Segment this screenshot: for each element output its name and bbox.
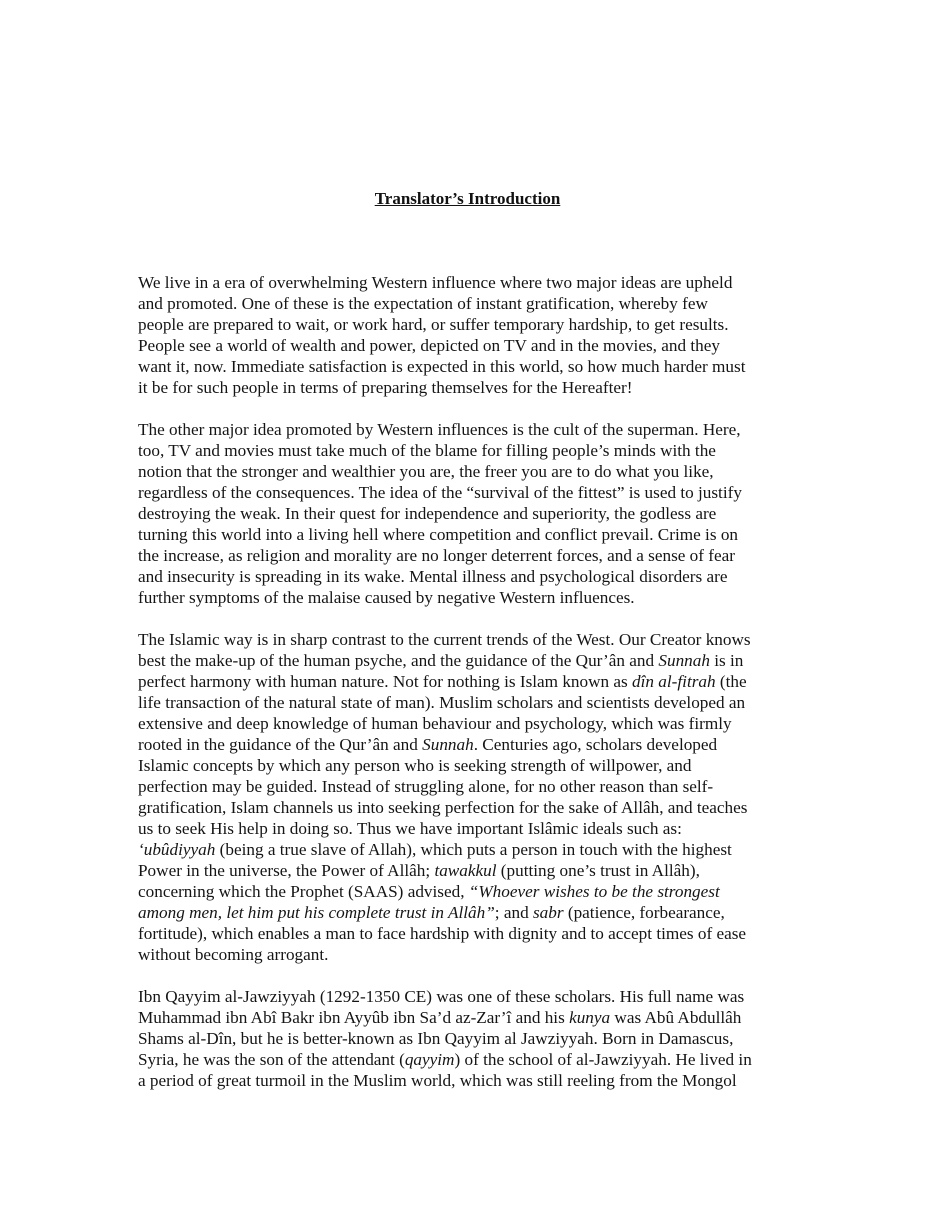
paragraph	[138, 986, 800, 1091]
text-line	[138, 587, 800, 608]
text-run: best the make-up of the human psyche, and the guidance of the Qur’ân and	[138, 651, 659, 670]
text-run: want it, now. Immediate satisfaction is expected in this world, so how much harder must	[138, 357, 746, 376]
text-line	[138, 818, 800, 839]
text-line	[138, 713, 800, 734]
text-run: and insecurity is spreading in its wake. Mental illness and psychological disorders are	[138, 567, 728, 586]
text-run: a period of great turmoil in the Muslim world, which was still reeling from the Mongol	[138, 1071, 737, 1090]
text-run: was Abû Abdullâh	[610, 1008, 742, 1027]
text-run: and promoted. One of these is the expectation of instant gratification, whereby few	[138, 294, 708, 313]
text-line	[138, 482, 800, 503]
text-run: people are prepared to wait, or work hard, or suffer temporary hardship, to get results.	[138, 315, 729, 334]
text-run: The other major idea promoted by Western influences is the cult of the superman. Here,	[138, 420, 741, 439]
text-run: ; and	[494, 903, 533, 922]
text-line	[138, 566, 800, 587]
text-line	[138, 1028, 800, 1049]
text-run: further symptoms of the malaise caused by negative Western influences.	[138, 588, 635, 607]
text-line	[138, 986, 800, 1007]
text-line	[138, 545, 800, 566]
text-run: life transaction of the natural state of man). Muslim scholars and scientists developed an	[138, 693, 746, 712]
text-line	[138, 1007, 800, 1028]
italic-term: kunya	[569, 1008, 611, 1027]
text-run: fortitude), which enables a man to face hardship with dignity and to accept times of ease	[138, 924, 747, 943]
text-line	[138, 503, 800, 524]
text-line	[138, 671, 800, 692]
text-run: The Islamic way is in sharp contrast to the current trends of the West. Our Creator knows	[138, 630, 751, 649]
page-title: Translator’s Introduction	[374, 189, 561, 208]
text-line	[138, 272, 800, 293]
text-run: without becoming arrogant.	[138, 945, 329, 964]
text-line	[138, 440, 800, 461]
text-run: rooted in the guidance of the Qur’ân and	[138, 735, 423, 754]
italic-term: Sunnah	[658, 651, 710, 670]
text-line	[138, 1049, 800, 1070]
text-run: regardless of the consequences. The idea of the “survival of the fittest” is used to justify	[138, 483, 742, 502]
italic-term: among men, let him put his complete trust in Allâh”	[138, 903, 495, 922]
text-run: gratification, Islam channels us into seeking perfection for the sake of Allâh, and teaches	[138, 798, 748, 817]
text-line	[138, 902, 800, 923]
text-run: Muhammad ibn Abî Bakr ibn Ayyûb ibn Sa’d az-Zar’î and his	[138, 1008, 570, 1027]
italic-term: tawakkul	[434, 861, 497, 880]
text-line	[138, 1070, 800, 1091]
text-line	[138, 335, 800, 356]
text-run: destroying the weak. In their quest for independence and superiority, the godless are	[138, 504, 717, 523]
text-run: (the	[715, 672, 747, 691]
text-run: . Centuries ago, scholars developed	[473, 735, 718, 754]
text-run: ) of the school of al-Jawziyyah. He lived in	[454, 1050, 752, 1069]
text-line	[138, 524, 800, 545]
text-run: too, TV and movies must take much of the blame for filling people’s minds with the	[138, 441, 716, 460]
text-line	[138, 839, 800, 860]
body-text	[138, 272, 800, 1112]
text-run: it be for such people in terms of preparing themselves for the Hereafter!	[138, 378, 633, 397]
text-line	[138, 293, 800, 314]
text-line	[138, 629, 800, 650]
text-line	[138, 944, 800, 965]
text-run: Syria, he was the son of the attendant (	[138, 1050, 405, 1069]
text-line	[138, 314, 800, 335]
text-run: notion that the stronger and wealthier you are, the freer you are to do what you like,	[138, 462, 714, 481]
italic-term: qayyim	[404, 1050, 455, 1069]
text-line	[138, 377, 800, 398]
text-run: Islamic concepts by which any person who is seeking strength of willpower, and	[138, 756, 692, 775]
text-run: perfect harmony with human nature. Not for nothing is Islam known as	[138, 672, 633, 691]
text-line	[138, 755, 800, 776]
text-run: turning this world into a living hell where competition and conflict prevail. Crime is on	[138, 525, 739, 544]
text-run: Shams al-Dîn, but he is better-known as Ibn Qayyim al Jawziyyah. Born in Damascus,	[138, 1029, 734, 1048]
text-run: is in	[709, 651, 744, 670]
italic-term: sabr	[532, 903, 564, 922]
text-run: (putting one’s trust in Allâh),	[496, 861, 700, 880]
text-line	[138, 923, 800, 944]
text-run: People see a world of wealth and power, depicted on TV and in the movies, and they	[138, 336, 720, 355]
paragraph	[138, 629, 800, 965]
italic-term: Sunnah	[422, 735, 474, 754]
text-run: us to seek His help in doing so. Thus we have important Islâmic ideals such as:	[138, 819, 682, 838]
text-run: We live in a era of overwhelming Western influence where two major ideas are upheld	[138, 273, 733, 292]
text-line	[138, 881, 800, 902]
text-run: perfection may be guided. Instead of struggling alone, for no other reason than self-	[138, 777, 714, 796]
text-line	[138, 734, 800, 755]
text-run: concerning which the Prophet (SAAS) advised,	[138, 882, 469, 901]
italic-term: dîn al-fitrah	[632, 672, 716, 691]
text-line	[138, 860, 800, 881]
text-line	[138, 461, 800, 482]
italic-term: “Whoever wishes to be the strongest	[468, 882, 720, 901]
text-line	[138, 419, 800, 440]
text-line	[138, 356, 800, 377]
text-run: (being a true slave of Allah), which puts a person in touch with the highest	[215, 840, 732, 859]
text-run: the increase, as religion and morality are no longer deterrent forces, and a sense of fear	[138, 546, 735, 565]
italic-term: ‘ubûdiyyah	[138, 840, 216, 859]
paragraph	[138, 272, 800, 398]
text-run: (patience, forbearance,	[563, 903, 725, 922]
text-line	[138, 650, 800, 671]
text-run: Ibn Qayyim al-Jawziyyah (1292-1350 CE) was one of these scholars. His full name was	[138, 987, 745, 1006]
text-line	[138, 797, 800, 818]
text-run: extensive and deep knowledge of human behaviour and psychology, which was firmly	[138, 714, 732, 733]
text-line	[138, 692, 800, 713]
paragraph	[138, 419, 800, 608]
text-run: Power in the universe, the Power of Allâh;	[138, 861, 435, 880]
text-line	[138, 776, 800, 797]
